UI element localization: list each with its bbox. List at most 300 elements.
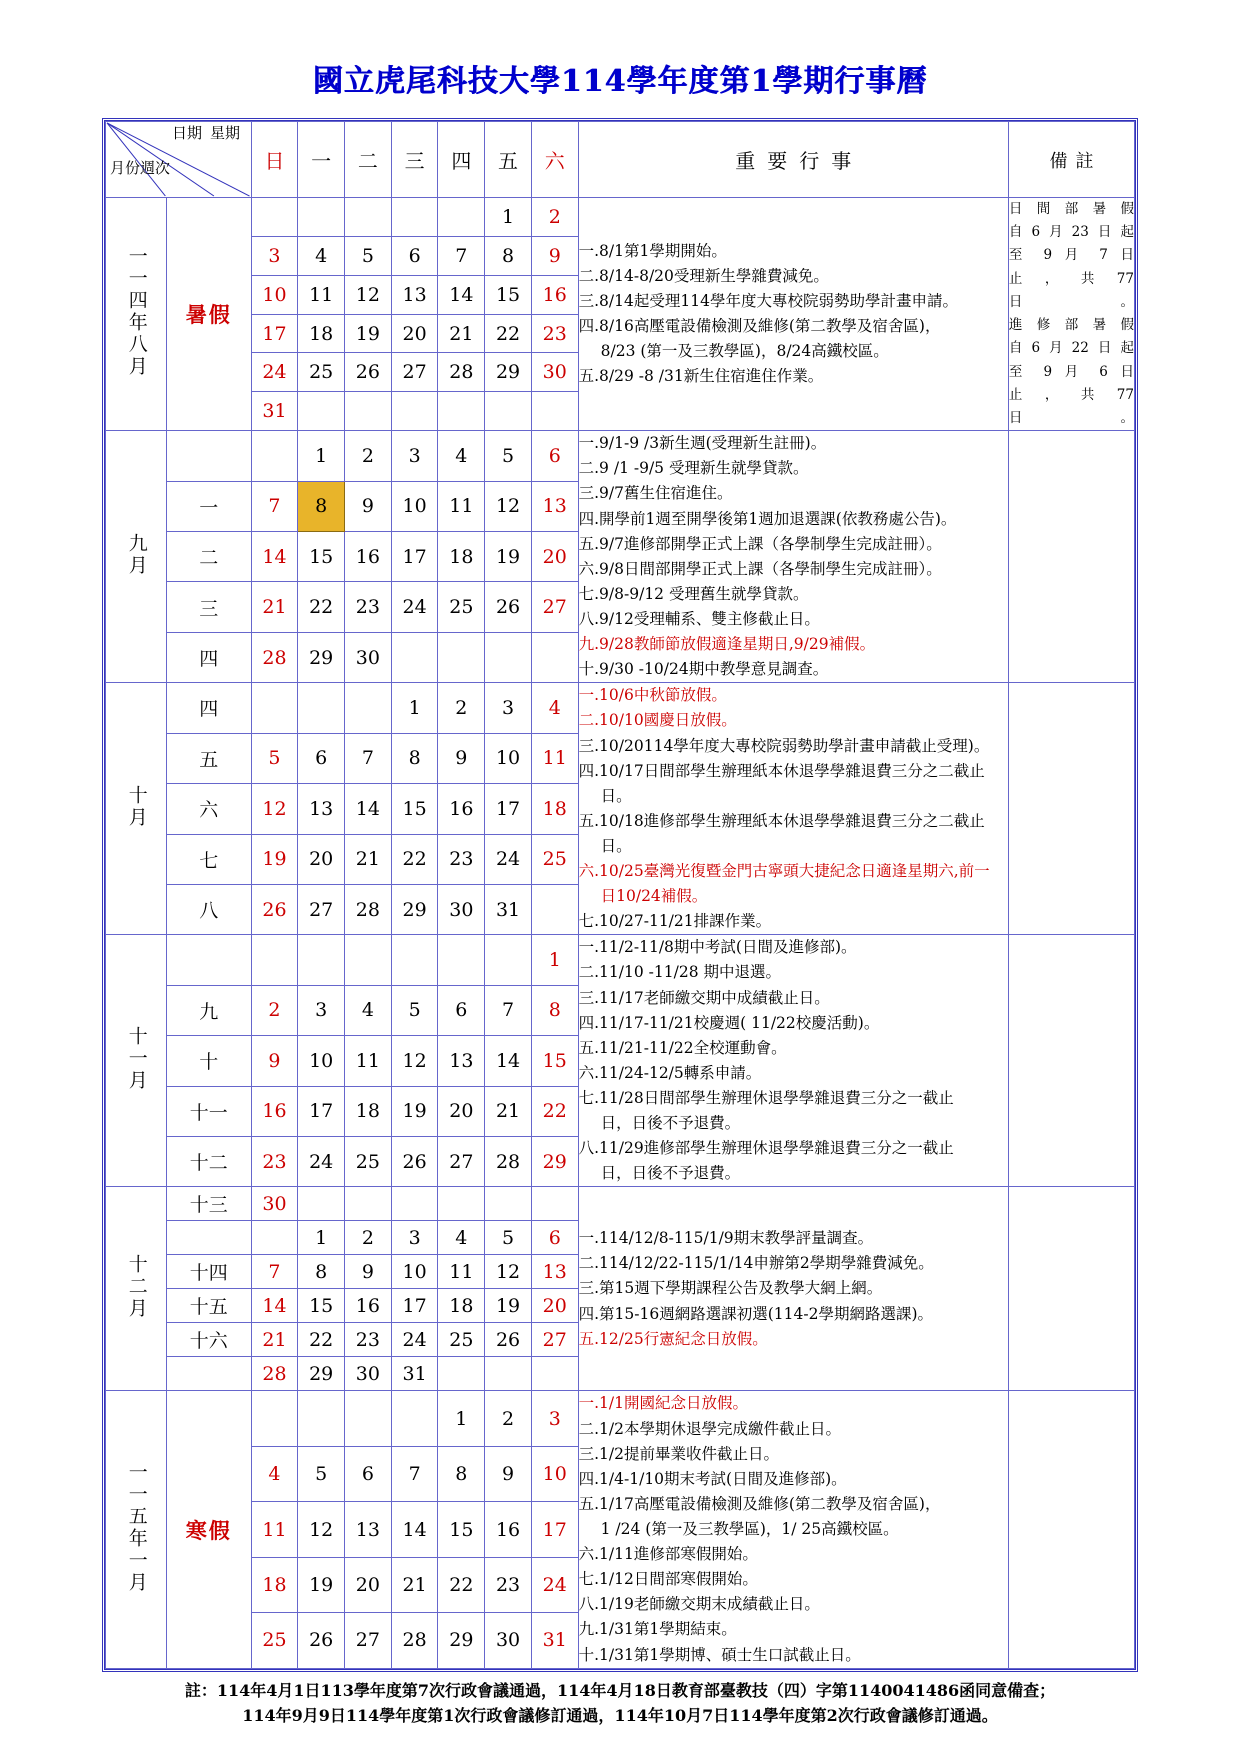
day-cell[interactable]: 14 [251,1289,298,1323]
day-cell[interactable]: 28 [391,1613,438,1668]
day-cell[interactable]: 19 [391,1086,438,1136]
day-cell[interactable]: 10 [298,1036,345,1086]
day-cell-empty [251,431,298,481]
weekday-header-wed: 三 [391,122,438,198]
month-label-0 [106,198,167,431]
day-cell-empty [298,935,345,985]
day-cell[interactable]: 25 [251,1613,298,1668]
day-cell[interactable]: 17 [391,532,438,582]
day-cell[interactable]: 12 [391,1036,438,1086]
corner-label-week: 週次 [140,159,171,178]
day-cell[interactable]: 15 [438,1502,485,1557]
note-line: 至 9 月 6 日 [1008,363,1134,380]
day-cell[interactable]: 5 [345,236,392,275]
event-item: 四.10/17日間部學生辦理紙本休退學學雜退費三分之二截止 [578,761,985,780]
day-cell[interactable]: 5 [251,733,298,783]
day-cell[interactable]: 21 [391,1557,438,1612]
day-cell[interactable]: 20 [391,314,438,353]
event-item: 一.8/1第1學期開始。 [578,241,727,260]
calendar-week-row [106,431,1135,481]
calendar-week-row [106,683,1135,733]
day-cell[interactable]: 4 [438,1221,485,1255]
vacation-label: 暑假 [166,198,251,431]
event-item: 二.11/10 -11/28 期中退選。 [578,963,781,982]
day-cell[interactable]: 29 [485,353,532,392]
day-cell-empty [298,198,345,237]
day-cell[interactable]: 4 [251,1446,298,1501]
header-row [106,122,1135,198]
day-cell[interactable]: 2 [345,431,392,481]
event-item: 四.第15-16週網路選課初選(114-2學期網路選課)。 [578,1304,934,1323]
day-cell[interactable]: 2 [438,683,485,733]
day-cell[interactable]: 15 [391,784,438,834]
event-item: 三.9/7舊生住宿進住。 [578,484,733,503]
day-cell-empty [345,935,392,985]
day-cell-empty [298,392,345,431]
day-cell[interactable]: 6 [298,733,345,783]
day-cell[interactable]: 22 [531,1086,578,1136]
events-cell-0 [578,198,1008,431]
academic-calendar-table [105,121,1135,1669]
day-cell[interactable]: 23 [345,1323,392,1357]
day-cell[interactable]: 20 [298,834,345,884]
day-cell[interactable]: 26 [391,1137,438,1187]
day-cell[interactable]: 18 [298,314,345,353]
day-cell[interactable]: 11 [345,1036,392,1086]
day-cell[interactable]: 22 [438,1557,485,1612]
day-cell[interactable]: 12 [251,784,298,834]
day-cell[interactable]: 10 [251,275,298,314]
day-cell-empty [391,1391,438,1446]
month-label-text: 十一月 [125,1025,148,1092]
notes-cell-3 [1008,935,1134,1187]
event-item: 九.9/28教師節放假適逢星期日,9/29補假。 [578,635,876,654]
event-item: 七.10/27-11/21排課作業。 [578,912,772,931]
day-cell[interactable]: 27 [345,1613,392,1668]
day-cell[interactable]: 4 [345,985,392,1035]
day-cell[interactable]: 6 [438,985,485,1035]
event-item: 四.8/16高壓電設備檢測及維修(第二教學及宿舍區)， [578,317,941,336]
day-cell[interactable]: 1 [485,198,532,237]
day-cell[interactable]: 16 [485,1502,532,1557]
week-number-cell: 十五 [166,1289,251,1323]
notes-column-header: 備註 [1008,122,1134,198]
event-item: 八.9/12受理輔系、雙主修截止日。 [578,609,820,628]
day-cell[interactable]: 11 [251,1502,298,1557]
day-cell[interactable]: 20 [531,1289,578,1323]
day-cell[interactable]: 8 [438,1446,485,1501]
day-cell[interactable]: 30 [345,1357,392,1391]
day-cell[interactable]: 30 [251,1187,298,1221]
day-cell[interactable]: 1 [391,683,438,733]
day-cell[interactable]: 4 [531,683,578,733]
day-cell[interactable]: 21 [345,834,392,884]
event-item: 五.8/29 -8 /31新生住宿進住作業。 [578,367,824,386]
day-cell-empty [438,1187,485,1221]
note-line: 日。 [1008,409,1134,426]
event-item: 一.10/6中秋節放假。 [578,686,727,705]
weekday-header-thu: 四 [438,122,485,198]
day-cell-empty [345,392,392,431]
event-item: 三.8/14起受理114學年度大專校院弱勢助學計畫申請。 [578,291,958,310]
day-cell[interactable]: 15 [298,1289,345,1323]
day-cell[interactable]: 25 [345,1137,392,1187]
day-cell[interactable]: 2 [345,1221,392,1255]
day-cell[interactable]: 29 [391,884,438,934]
event-item: 四.1/4-1/10期末考試(日間及進修部)。 [578,1469,847,1488]
event-item: 十.1/31第1學期博、碩士生口試截止日。 [578,1645,861,1664]
day-cell[interactable]: 17 [391,1289,438,1323]
day-cell[interactable]: 19 [298,1557,345,1612]
day-cell-empty [485,632,532,682]
day-cell[interactable]: 7 [391,1446,438,1501]
day-cell[interactable]: 27 [298,884,345,934]
week-number-cell [166,1221,251,1255]
day-cell[interactable]: 18 [438,532,485,582]
day-cell[interactable]: 27 [531,1323,578,1357]
week-number-cell: 十二 [166,1137,251,1187]
day-cell-empty [391,392,438,431]
week-number-cell: 六 [166,784,251,834]
day-cell[interactable]: 15 [298,532,345,582]
day-cell-empty [485,1357,532,1391]
day-cell[interactable]: 22 [391,834,438,884]
day-cell[interactable]: 31 [251,392,298,431]
day-cell[interactable]: 8 [485,236,532,275]
day-cell[interactable]: 28 [485,1137,532,1187]
event-item: 一.114/12/8-115/1/9期末教學評量調查。 [578,1229,874,1248]
day-cell[interactable]: 13 [345,1502,392,1557]
day-cell[interactable]: 13 [438,1036,485,1086]
day-cell[interactable]: 14 [485,1036,532,1086]
footer-line: 註：114年4月1日113學年度第7次行政會議通過，114年4月18日教育部臺教技（四）字第1140041486函同意備查； [184,1680,1056,1700]
events-cell-4 [578,1187,1008,1391]
day-cell[interactable]: 21 [485,1086,532,1136]
day-cell[interactable]: 1 [531,935,578,985]
day-cell[interactable]: 10 [391,481,438,531]
day-cell[interactable]: 24 [485,834,532,884]
day-cell[interactable]: 11 [531,733,578,783]
day-cell[interactable]: 29 [531,1137,578,1187]
day-cell[interactable]: 30 [345,632,392,682]
day-cell[interactable]: 23 [531,314,578,353]
day-cell-empty [298,1391,345,1446]
event-item: 二.114/12/22-115/1/14申辦第2學期學雜費減免。 [578,1254,934,1273]
day-cell[interactable]: 30 [438,884,485,934]
event-item: 六.10/25臺灣光復暨金門古寧頭大捷紀念日適逢星期六,前一 [578,862,990,881]
header-corner-cell [106,122,252,198]
day-cell[interactable]: 5 [298,1446,345,1501]
day-cell[interactable]: 10 [391,1255,438,1289]
day-cell[interactable]: 3 [531,1391,578,1446]
day-cell[interactable]: 3 [391,431,438,481]
day-cell-empty [391,1187,438,1221]
day-cell[interactable]: 12 [485,1255,532,1289]
day-cell[interactable]: 7 [251,1255,298,1289]
day-cell[interactable]: 17 [298,1086,345,1136]
day-cell[interactable]: 25 [438,582,485,632]
day-cell[interactable]: 16 [531,275,578,314]
day-cell[interactable]: 8 [298,481,345,531]
day-cell[interactable]: 27 [438,1137,485,1187]
event-item: 七.11/28日間部學生辦理休退學學雜退費三分之一截止 [578,1089,954,1108]
day-cell[interactable]: 26 [298,1613,345,1668]
day-cell[interactable]: 1 [438,1391,485,1446]
day-cell[interactable]: 21 [438,314,485,353]
day-cell[interactable]: 14 [251,532,298,582]
day-cell[interactable]: 16 [251,1086,298,1136]
day-cell[interactable]: 24 [391,1323,438,1357]
day-cell-empty [438,392,485,431]
day-cell[interactable]: 6 [531,431,578,481]
note-line: 自6月23日起 [1008,224,1134,241]
event-item: 二.1/2本學期休退學完成繳件截止日。 [578,1419,841,1438]
day-cell[interactable]: 21 [251,582,298,632]
day-cell[interactable]: 16 [345,1289,392,1323]
note-line: 日間部暑假 [1008,201,1134,217]
day-cell[interactable]: 4 [438,431,485,481]
day-cell[interactable]: 31 [391,1357,438,1391]
day-cell[interactable]: 29 [298,632,345,682]
event-item: 七.9/8-9/12 受理舊生就學貸款。 [578,584,809,603]
day-cell[interactable]: 29 [438,1613,485,1668]
day-cell-empty [531,1187,578,1221]
day-cell[interactable]: 9 [345,481,392,531]
day-cell[interactable]: 9 [485,1446,532,1501]
day-cell[interactable]: 24 [251,353,298,392]
week-number-cell: 四 [166,683,251,733]
event-item: 日。 [600,786,632,805]
day-cell[interactable]: 23 [485,1557,532,1612]
event-item: 一.11/2-11/8期中考試(日間及進修部)。 [578,938,857,957]
day-cell[interactable]: 9 [251,1036,298,1086]
day-cell[interactable]: 3 [485,683,532,733]
day-cell[interactable]: 20 [438,1086,485,1136]
notes-cell-5 [1008,1391,1134,1668]
day-cell-empty [251,935,298,985]
day-cell[interactable]: 15 [531,1036,578,1086]
day-cell[interactable]: 13 [531,1255,578,1289]
day-cell[interactable]: 27 [531,582,578,632]
day-cell[interactable]: 26 [251,884,298,934]
notes-cell-1 [1008,431,1134,683]
week-number-cell: 七 [166,834,251,884]
day-cell[interactable]: 25 [531,834,578,884]
day-cell[interactable]: 8 [531,985,578,1035]
day-cell[interactable]: 1 [298,1221,345,1255]
day-cell[interactable]: 6 [345,1446,392,1501]
day-cell[interactable]: 17 [251,314,298,353]
month-label-text: 十月 [125,784,148,829]
day-cell[interactable]: 5 [485,1221,532,1255]
day-cell[interactable]: 11 [298,275,345,314]
day-cell[interactable]: 23 [251,1137,298,1187]
day-cell[interactable]: 24 [298,1137,345,1187]
day-cell[interactable]: 24 [531,1557,578,1612]
day-cell[interactable]: 7 [485,985,532,1035]
event-item: 六.9/8日間部開學正式上課（各學制學生完成註冊）。 [578,559,942,578]
events-cell-1 [578,431,1008,683]
event-item: 8/23 (第一及三教學區)，8/24高鐵校區。 [600,342,889,361]
event-item: 日。 [600,836,632,855]
day-cell[interactable]: 8 [391,733,438,783]
day-cell[interactable]: 19 [485,532,532,582]
day-cell[interactable]: 30 [485,1613,532,1668]
day-cell[interactable]: 18 [251,1557,298,1612]
day-cell[interactable]: 8 [298,1255,345,1289]
day-cell[interactable]: 20 [345,1557,392,1612]
day-cell[interactable]: 5 [391,985,438,1035]
day-cell-empty [485,935,532,985]
month-label-4 [106,1187,167,1391]
event-item: 四.11/17-11/21校慶週( 11/22校慶活動)。 [578,1013,880,1032]
day-cell[interactable]: 23 [438,834,485,884]
day-cell[interactable]: 9 [531,236,578,275]
week-number-cell: 十三 [166,1187,251,1221]
day-cell[interactable]: 25 [438,1323,485,1357]
week-number-cell: 十 [166,1036,251,1086]
page-title: 國立虎尾科技大學114學年度第1學期行事曆 [312,64,928,99]
day-cell[interactable]: 9 [438,733,485,783]
day-cell[interactable]: 9 [345,1255,392,1289]
day-cell[interactable]: 2 [531,198,578,237]
day-cell[interactable]: 20 [531,532,578,582]
day-cell[interactable]: 31 [485,884,532,934]
day-cell[interactable]: 23 [345,582,392,632]
day-cell[interactable]: 14 [391,1502,438,1557]
day-cell[interactable]: 2 [251,985,298,1035]
day-cell[interactable]: 16 [438,784,485,834]
day-cell[interactable]: 13 [298,784,345,834]
day-cell[interactable]: 14 [438,275,485,314]
notes-cell-4 [1008,1187,1134,1391]
day-cell-empty [345,198,392,237]
day-cell[interactable]: 7 [438,236,485,275]
table-header [106,122,1135,198]
notes-cell-0 [1008,198,1134,431]
day-cell[interactable]: 3 [391,1221,438,1255]
day-cell[interactable]: 13 [391,275,438,314]
day-cell[interactable]: 12 [485,481,532,531]
week-number-cell: 三 [166,582,251,632]
day-cell[interactable]: 25 [298,353,345,392]
footer-note [102,1678,1138,1729]
events-column-header: 重要行事 [578,122,1008,198]
day-cell[interactable]: 6 [391,236,438,275]
day-cell[interactable]: 28 [251,632,298,682]
day-cell[interactable]: 18 [531,784,578,834]
day-cell[interactable]: 19 [345,314,392,353]
day-cell[interactable]: 10 [531,1446,578,1501]
day-cell[interactable]: 27 [391,353,438,392]
week-number-cell: 十六 [166,1323,251,1357]
event-item: 六.11/24-12/5轉系申請。 [578,1063,762,1082]
day-cell[interactable]: 22 [485,314,532,353]
day-cell[interactable]: 13 [531,481,578,531]
week-number-cell [166,1357,251,1391]
day-cell[interactable]: 26 [485,582,532,632]
day-cell[interactable]: 28 [251,1357,298,1391]
day-cell[interactable]: 30 [531,353,578,392]
day-cell[interactable]: 21 [251,1323,298,1357]
day-cell[interactable]: 19 [251,834,298,884]
day-cell[interactable]: 1 [298,431,345,481]
day-cell[interactable]: 29 [298,1357,345,1391]
day-cell[interactable]: 4 [298,236,345,275]
day-cell[interactable]: 16 [345,532,392,582]
day-cell[interactable]: 26 [345,353,392,392]
day-cell[interactable]: 14 [345,784,392,834]
day-cell[interactable]: 24 [391,582,438,632]
day-cell[interactable]: 12 [298,1502,345,1557]
week-number-cell: 四 [166,632,251,682]
day-cell[interactable]: 22 [298,582,345,632]
day-cell[interactable]: 26 [485,1323,532,1357]
day-cell[interactable]: 28 [345,884,392,934]
month-label-5 [106,1391,167,1668]
day-cell[interactable]: 11 [438,1255,485,1289]
day-cell-empty [485,392,532,431]
calendar-week-row [106,935,1135,985]
event-item: 五.9/7進修部開學正式上課（各學制學生完成註冊）。 [578,534,942,553]
calendar-week-row [106,1187,1135,1221]
day-cell[interactable]: 7 [251,481,298,531]
note-line: 止 ， 共 77 [1008,386,1134,403]
month-label-1 [106,431,167,683]
week-number-cell: 九 [166,985,251,1035]
day-cell[interactable]: 17 [531,1502,578,1557]
day-cell[interactable]: 15 [485,275,532,314]
day-cell[interactable]: 17 [485,784,532,834]
week-number-cell: 十一 [166,1086,251,1136]
event-item: 七.1/12日間部寒假開始。 [578,1570,758,1589]
event-item: 五.11/21-11/22全校運動會。 [578,1038,787,1057]
event-item: 二.10/10國慶日放假。 [578,711,737,730]
day-cell-empty [345,683,392,733]
day-cell[interactable]: 31 [531,1613,578,1668]
day-cell[interactable]: 18 [345,1086,392,1136]
day-cell[interactable]: 3 [251,236,298,275]
note-line: 自6月22日起 [1008,340,1134,357]
day-cell[interactable]: 2 [485,1391,532,1446]
day-cell-empty [438,632,485,682]
day-cell[interactable]: 19 [485,1289,532,1323]
weekday-header-tue: 二 [345,122,392,198]
day-cell-empty [251,198,298,237]
day-cell[interactable]: 12 [345,275,392,314]
day-cell[interactable]: 3 [298,985,345,1035]
day-cell[interactable]: 7 [345,733,392,783]
day-cell[interactable]: 18 [438,1289,485,1323]
day-cell[interactable]: 28 [438,353,485,392]
day-cell[interactable]: 11 [438,481,485,531]
day-cell[interactable]: 6 [531,1221,578,1255]
weekday-header-sat: 六 [531,122,578,198]
day-cell-empty [438,198,485,237]
day-cell-empty [391,935,438,985]
day-cell[interactable]: 5 [485,431,532,481]
table-body [106,198,1135,1669]
week-number-cell [166,431,251,481]
event-item: 三.10/20114學年度大專校院弱勢助學計畫申請截止受理)。 [578,736,990,755]
event-item: 三.第15週下學期課程公告及教學大網上網。 [578,1279,883,1298]
event-item: 三.11/17老師繳交期中成績截止日。 [578,988,830,1007]
event-item: 四.開學前1週至開學後第1週加退選課(依教務處公告)。 [578,509,957,528]
events-cell-2 [578,683,1008,935]
day-cell-empty [391,198,438,237]
day-cell[interactable]: 22 [298,1323,345,1357]
day-cell[interactable]: 10 [485,733,532,783]
